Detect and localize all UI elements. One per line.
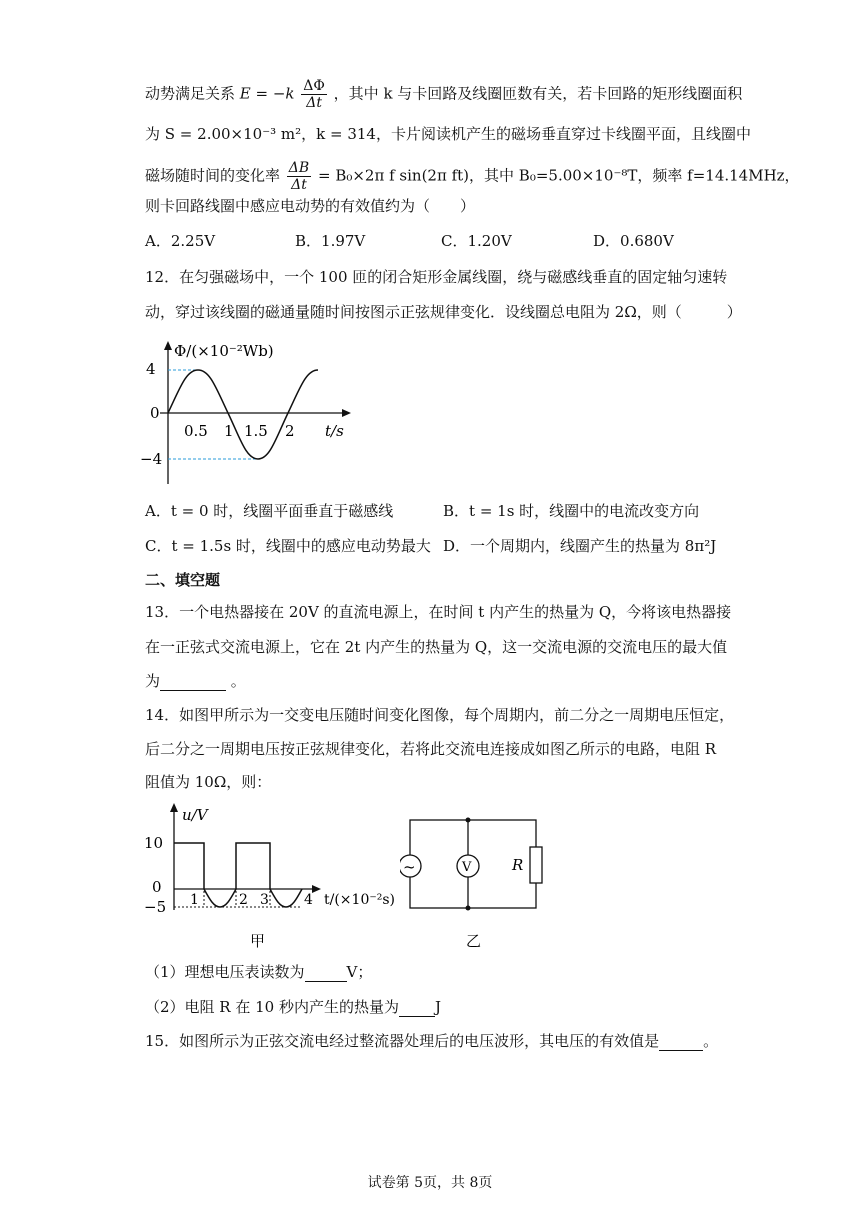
y-tick: −4 — [140, 450, 163, 468]
q11-option-d[interactable]: D．0.680V — [593, 232, 674, 250]
flux-curve — [168, 370, 318, 459]
x-tick: 0.5 — [184, 422, 208, 440]
q12-option-c[interactable]: C．t = 1.5s 时，线圈中的感应电动势最大 — [145, 537, 431, 555]
q11-line1 — [145, 78, 742, 111]
x-tick: 1 — [224, 422, 234, 440]
q12-line2: 动，穿过该线圈的磁通量随时间按图示正弦规律变化．设线圈总电阻为 2Ω，则（ ） — [145, 303, 742, 321]
q13-line1: 13．一个电热器接在 20V 的直流电源上，在时间 t 内产生的热量为 Q，今将该电热器接 — [145, 603, 732, 621]
y-tick: 0 — [152, 878, 162, 896]
junction-node — [466, 818, 471, 823]
q14-sub1-answer-blank[interactable] — [305, 965, 347, 982]
fraction-numerator: ΔB — [288, 160, 310, 176]
circuit-diagram — [400, 812, 560, 952]
q13-text: 为 — [145, 672, 161, 690]
q14-sub2-text: （2）电阻 R 在 10 秒内产生的热量为 — [145, 998, 399, 1016]
q11-line4: 则卡回路线圈中感应电动势的有效值约为（ ） — [145, 197, 476, 215]
q12-option-a[interactable]: A．t = 0 时，线圈平面垂直于磁感线 — [145, 502, 394, 520]
x-axis-label: t/(×10⁻²s) — [324, 892, 395, 908]
q14-sub1-text: （1）理想电压表读数为 — [145, 963, 305, 981]
y-axis-label: u/V — [182, 806, 208, 824]
y-tick: −5 — [144, 898, 167, 916]
q11-option-b[interactable]: B．1.97V — [295, 232, 366, 250]
y-tick: 4 — [146, 360, 156, 378]
q14-sub1-unit: V； — [346, 963, 373, 981]
x-axis-arrow — [312, 885, 321, 893]
q14-sub2 — [145, 997, 441, 1017]
x-axis-label: t/s — [325, 422, 344, 440]
q13-line2: 在一正弦式交流电源上，它在 2t 内产生的热量为 Q，这一交流电源的交流电压的最大值 — [145, 638, 728, 656]
y-axis-arrow — [170, 803, 178, 812]
ac-source-symbol: ~ — [403, 858, 416, 876]
q11-text: 磁场随时间的变化率 — [145, 166, 281, 185]
x-axis-arrow — [342, 409, 351, 417]
q11-text: 动势满足关系 — [145, 84, 236, 103]
fraction-db-dt — [287, 160, 311, 193]
y-tick: 10 — [144, 834, 164, 852]
q14-line3: 阻值为 10Ω，则： — [145, 773, 272, 791]
flux-time-graph — [140, 338, 370, 488]
voltage-time-graph — [140, 800, 400, 950]
q11-line3 — [145, 160, 800, 193]
y-axis-arrow — [164, 341, 172, 350]
q15-text-end: 。 — [703, 1032, 719, 1050]
q11-text: ，其中 k 与卡回路及线圈匝数有关，若卡回路的矩形线圈面积 — [333, 84, 743, 103]
q15-text: 15．如图所示为正弦交流电经过整流器处理后的电压波形，其电压的有效值是 — [145, 1032, 660, 1050]
figure-caption-yi: 乙 — [466, 932, 482, 950]
resistor-icon — [530, 847, 542, 883]
x-tick: 2 — [239, 892, 248, 908]
q13-line3 — [145, 671, 246, 691]
q14-sub2-answer-blank[interactable] — [399, 1000, 435, 1017]
x-tick: 4 — [304, 892, 313, 908]
fraction-numerator: ΔΦ — [303, 78, 325, 94]
q11-line2: 为 S = 2.00×10⁻³ m²，k = 314，卡片阅读机产生的磁场垂直穿过卡线圈平面，且线圈中 — [145, 125, 751, 143]
q15-line1 — [145, 1031, 718, 1051]
x-tick: 2 — [285, 422, 295, 440]
junction-node — [466, 906, 471, 911]
q12-option-d[interactable]: D．一个周期内，线圈产生的热量为 8π²J — [443, 537, 717, 555]
q11-option-c[interactable]: C．1.20V — [441, 232, 512, 250]
q13-text-end: 。 — [230, 672, 246, 690]
y-tick: 0 — [150, 404, 160, 422]
fraction-denominator: Δt — [306, 95, 322, 111]
page-footer: 试卷第 5页，共 8页 — [367, 1175, 493, 1191]
q13-answer-blank[interactable] — [160, 674, 226, 691]
q11-option-a[interactable]: A．2.25V — [145, 232, 216, 250]
figure-caption-jia: 甲 — [250, 932, 266, 950]
q14-line1: 14．如图甲所示为一交变电压随时间变化图像，每个周期内，前二分之一周期电压恒定， — [145, 706, 735, 724]
q11-equation: E = −k — [239, 84, 295, 103]
q15-answer-blank[interactable] — [659, 1034, 703, 1051]
section-heading: 二、填空题 — [145, 571, 221, 589]
fraction-denominator: Δt — [291, 177, 307, 193]
resistor-label: R — [512, 856, 524, 874]
x-tick: 3 — [260, 892, 269, 908]
q11-text: = B₀×2π f sin(2π ft)，其中 B₀=5.00×10⁻⁸T，频率 f=14.14MHz， — [317, 166, 800, 185]
x-tick: 1.5 — [244, 422, 268, 440]
q14-line2: 后二分之一周期电压按正弦规律变化，若将此交流电连接成如图乙所示的电路，电阻 R — [145, 740, 717, 758]
q14-sub1 — [145, 962, 372, 982]
x-tick: 1 — [190, 892, 199, 908]
q12-line1: 12．在匀强磁场中，一个 100 匝的闭合矩形金属线圈，绕与磁感线垂直的固定轴匀速转 — [145, 268, 728, 286]
fraction-dphi-dt — [301, 78, 327, 111]
voltmeter-label: V — [462, 860, 472, 875]
q14-sub2-unit: J — [435, 998, 442, 1016]
q12-option-b[interactable]: B．t = 1s 时，线圈中的电流改变方向 — [443, 502, 700, 520]
y-axis-label: Φ/(×10⁻²Wb) — [174, 342, 274, 360]
